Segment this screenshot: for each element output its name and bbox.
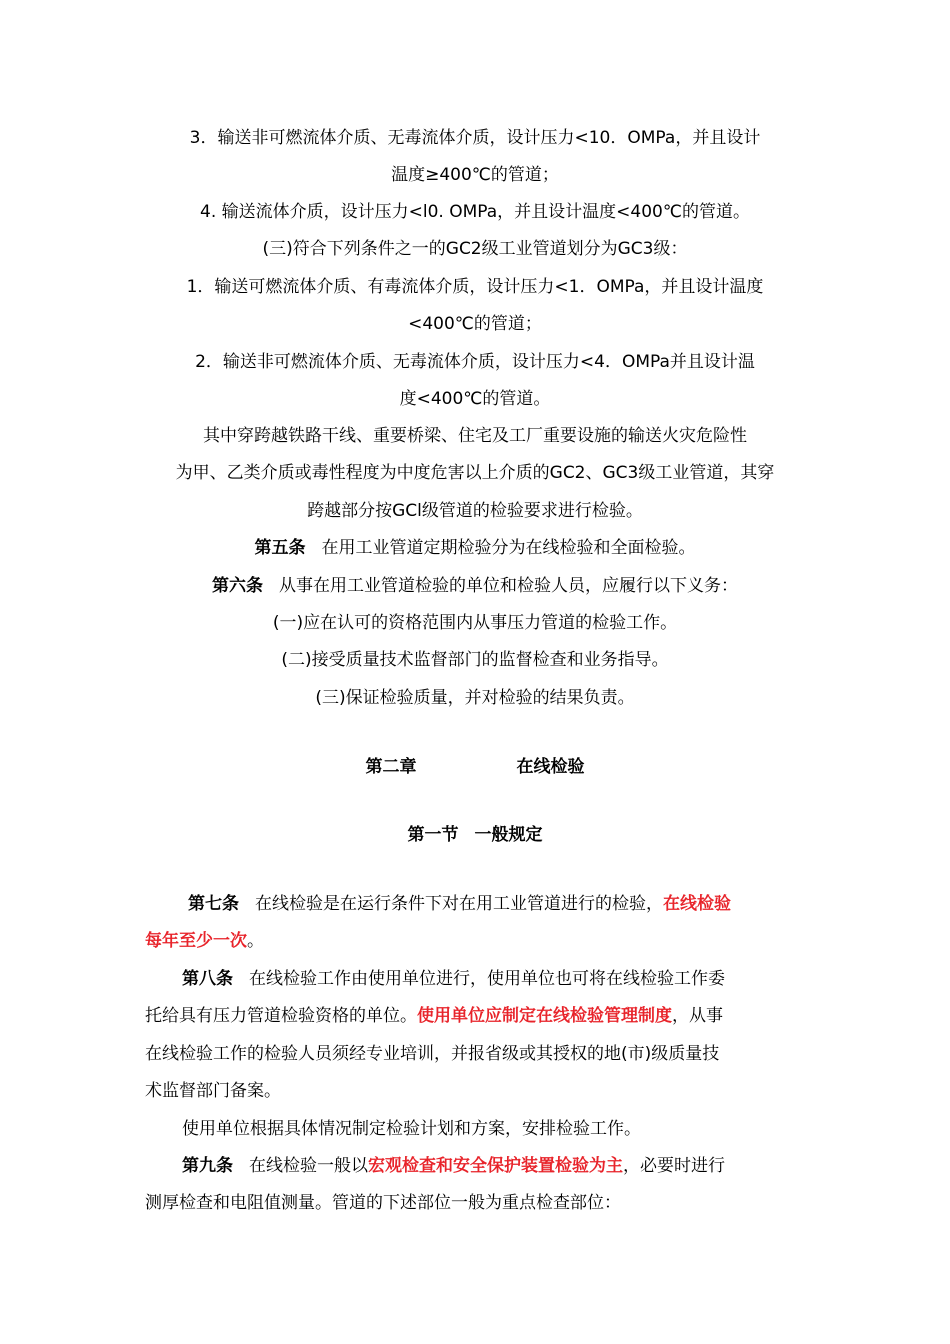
text-span: 。 — [247, 931, 264, 951]
section-label: 第一节 — [407, 825, 459, 845]
article-9 — [182, 1154, 725, 1178]
text-line: (三)符合下列条件之一的GC2级工业管道划分为GC3级： — [262, 239, 688, 259]
text-line: (一)应在认可的资格范围内从事压力管道的检验工作。 — [272, 613, 678, 633]
text-line: 4. 输送流体介质，设计压力<l0. OMPa，并且设计温度<400℃的管道。 — [200, 202, 750, 222]
article-label: 第五条 — [254, 538, 306, 558]
text-line: (三)保证检验质量，并对检验的结果负责。 — [315, 688, 635, 708]
article-5 — [0, 536, 950, 560]
highlight-text: 在线检验 — [663, 894, 731, 914]
text-line: 跨越部分按GCl级管道的检验要求进行检验。 — [307, 501, 643, 521]
text-span: ，从事 — [672, 1006, 723, 1026]
article-text: 从事在用工业管道检验的单位和检验人员，应履行以下义务： — [279, 576, 738, 596]
text-line: 温度≥400℃的管道； — [391, 165, 559, 185]
text-line: 在线检验工作的检验人员须经专业培训，并报省级或其授权的地(市)级质量技 — [145, 1044, 720, 1064]
text-line: <400℃的管道； — [408, 314, 542, 334]
text-span: 托给具有压力管道检验资格的单位。 — [145, 1006, 417, 1026]
text-line: 使用单位根据具体情况制定检验计划和方案，安排检验工作。 — [182, 1119, 641, 1139]
text-line: 2．输送非可燃流体介质、无毒流体介质，设计压力<4．OMPa并且设计温 — [195, 352, 755, 372]
article-label: 第九条 — [182, 1156, 233, 1176]
chapter-title: 在线检验 — [516, 757, 585, 777]
text-line: 1．输送可燃流体介质、有毒流体介质，设计压力<1．OMPa，并且设计温度 — [186, 277, 764, 297]
text-line: 度<400℃的管道。 — [399, 389, 551, 409]
highlight-text: 使用单位应制定在线检验管理制度 — [417, 1006, 672, 1026]
article-6 — [0, 574, 950, 598]
highlight-text: 宏观检查和安全保护装置检验为主 — [368, 1156, 623, 1176]
text-span: 在线检验一般以 — [249, 1156, 368, 1176]
section-title: 一般规定 — [474, 825, 543, 845]
text-span: ，必要时进行 — [623, 1156, 725, 1176]
article-label: 第六条 — [212, 576, 263, 596]
article-7 — [188, 892, 731, 916]
article-7-cont — [145, 929, 264, 953]
text-line: 测厚检查和电阻值测量。管道的下述部位一般为重点检查部位： — [145, 1193, 621, 1213]
article-text: 在线检验是在运行条件下对在用工业管道进行的检验， — [255, 894, 663, 914]
chapter-label: 第二章 — [365, 757, 417, 777]
article-text: 在用工业管道定期检验分为在线检验和全面检验。 — [321, 538, 696, 558]
article-label: 第七条 — [188, 894, 239, 914]
highlight-text: 每年至少一次 — [145, 931, 247, 951]
chapter-heading — [0, 755, 950, 779]
article-8-line-2 — [145, 1004, 723, 1028]
text-line: (二)接受质量技术监督部门的监督检查和业务指导。 — [281, 650, 669, 670]
text-line: 其中穿跨越铁路干线、重要桥梁、住宅及工厂重要设施的输送火灾危险性 — [203, 426, 747, 446]
text-line: 术监督部门备案。 — [145, 1081, 281, 1101]
article-label: 第八条 — [182, 969, 233, 989]
article-text: 在线检验工作由使用单位进行，使用单位也可将在线检验工作委 — [249, 969, 725, 989]
text-line: 为甲、乙类介质或毒性程度为中度危害以上介质的GC2、GC3级工业管道，其穿 — [175, 463, 775, 483]
section-heading — [0, 823, 950, 847]
text-line: 3．输送非可燃流体介质、无毒流体介质，设计压力<10．OMPa，并且设计 — [189, 128, 761, 148]
article-8 — [182, 967, 725, 991]
